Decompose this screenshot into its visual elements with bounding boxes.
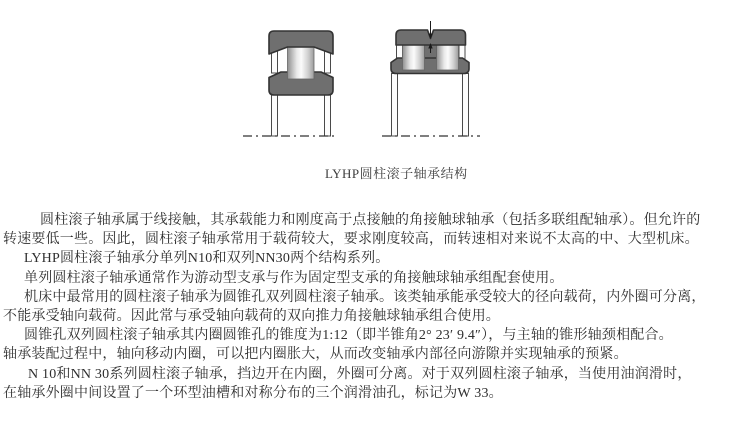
body-line: 机床中最常用的圆柱滚子轴承为圆锥孔双列圆柱滚子轴承。该类轴承能承受较大的径向载荷，内外圈可分离， bbox=[24, 289, 706, 305]
shaft-line-right bbox=[463, 74, 469, 137]
shaft-line-right bbox=[325, 94, 331, 136]
shaft-line-left bbox=[272, 94, 278, 136]
body-line: 转速要低一些。因此，圆柱滚子轴承常用于载荷较大，要求刚度较高，而转速相对来说不太高的中、大型机床。 bbox=[3, 232, 699, 248]
roller-right bbox=[437, 45, 459, 71]
single-row-bearing-diagram bbox=[243, 31, 336, 136]
body-line: 圆锥孔双列圆柱滚子轴承其内圈圆锥孔的锥度为1:12（即半锥角2° 23′ 9.4″），与主轴的锥形轴颈相配合。 bbox=[24, 328, 673, 344]
body-line: 在轴承外圈中间设置了一个环型油槽和对称分布的三个润滑油孔，标记为W 33。 bbox=[3, 385, 503, 401]
body-text bbox=[3, 211, 736, 403]
roller bbox=[288, 47, 315, 79]
body-line: 单列圆柱滚子轴承通常作为游动型支承与作为固定型支承的角接触球轴承组配套使用。 bbox=[24, 270, 564, 286]
figure-caption: LYHP圆柱滚子轴承结构 bbox=[325, 166, 468, 181]
body-line: 轴承装配过程中，轴向移动内圈，可以把内圈胀大，从而改变轴承内部径向游隙并实现轴承的预紧。 bbox=[3, 347, 628, 363]
body-line: LYHP圆柱滚子轴承分单列N10和双列NN30两个结构系列。 bbox=[24, 251, 390, 267]
shaft-line-left bbox=[392, 74, 398, 137]
body-line: N 10和NN 30系列圆柱滚子轴承，挡边开在内圈，外圈可分离。对于双列圆柱滚子轴承，当使用油润滑时， bbox=[28, 366, 692, 382]
body-line: 不能承受轴向载荷。因此常与承受轴向载荷的双向推力角接触球轴承组合使用。 bbox=[3, 309, 500, 325]
body-line: 圆柱滚子轴承属于线接触，其承载能力和刚度高于点接触的角接触球轴承（包括多联组配轴承）。但允许的 bbox=[40, 213, 701, 228]
double-row-bearing-diagram bbox=[382, 21, 480, 136]
roller-left bbox=[403, 45, 425, 71]
